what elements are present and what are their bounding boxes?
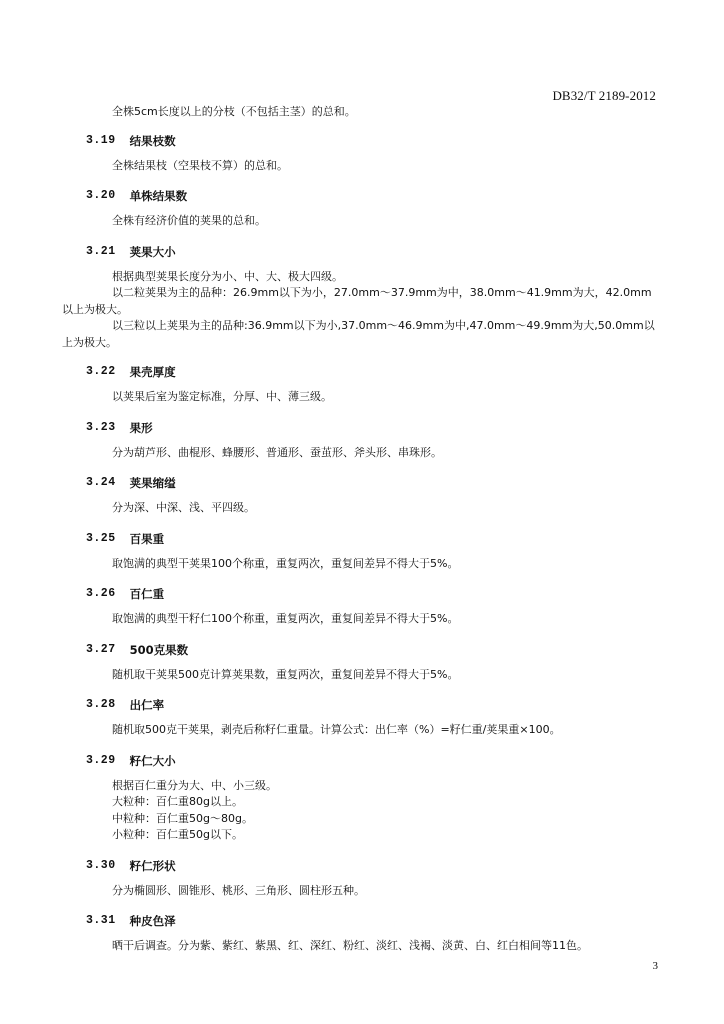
- section-paragraph: 随机取500克干荚果，剥壳后称籽仁重量。计算公式：出仁率（%）=籽仁重/荚果重×100。: [112, 723, 561, 736]
- section-paragraph: 取饱满的典型干籽仁100个称重，重复两次，重复间差异不得大于5%。: [112, 612, 459, 625]
- section-title: 种皮色泽: [129, 914, 176, 928]
- section-paragraph: 以荚果后室为鉴定标准，分厚、中、薄三级。: [112, 390, 332, 403]
- section-title: 荚果缩缢: [129, 476, 176, 490]
- section-paragraph: 分为深、中深、浅、平四级。: [112, 501, 255, 514]
- section-paragraph: 小粒种：百仁重50g以下。: [112, 828, 243, 841]
- section-heading: [62, 475, 658, 491]
- section-3-27: [62, 642, 658, 684]
- section-title: 出仁率: [129, 698, 165, 712]
- section-number: 3.23: [86, 420, 116, 434]
- section-number: 3.31: [86, 914, 116, 927]
- section-number: 3.27: [86, 642, 116, 656]
- section-3-20: [62, 188, 658, 230]
- section-heading: [62, 188, 658, 204]
- section-paragraph: 以三粒以上荚果为主的品种:36.9mm以下为小,37.0mm～46.9mm为中,47.0mm～49.9mm为大,50.0mm以上为极大。: [62, 319, 655, 349]
- page-number: 3: [652, 960, 658, 972]
- section-title: 500克果数: [129, 642, 189, 657]
- section-paragraph: 根据典型荚果长度分为小、中、大、极大四级。: [112, 269, 343, 283]
- section-heading: [62, 642, 658, 658]
- section-3-19: [62, 133, 658, 175]
- section-paragraph: 分为葫芦形、曲棍形、蜂腰形、普通形、蚕茧形、斧头形、串珠形。: [112, 445, 442, 459]
- section-title: 果形: [129, 420, 153, 435]
- section-number: 3.21: [86, 244, 116, 258]
- section-title: 单株结果数: [129, 189, 188, 203]
- section-3-28: [62, 697, 658, 739]
- section-number: 3.25: [86, 531, 116, 545]
- section-3-26: [62, 586, 658, 628]
- section-heading: [62, 531, 658, 547]
- section-heading: [62, 753, 658, 769]
- section-paragraph: 取饱满的典型干荚果100个称重，重复两次，重复间差异不得大于5%。: [112, 556, 459, 570]
- section-title: 结果枝数: [129, 133, 176, 148]
- document-code: DB32/T 2189-2012: [552, 88, 656, 103]
- section-number: 3.22: [86, 365, 116, 378]
- section-3-29: [62, 753, 658, 844]
- section-heading: [62, 586, 658, 602]
- section-title: 籽仁形状: [129, 858, 176, 873]
- section-number: 3.24: [86, 476, 116, 489]
- section-heading: [62, 697, 658, 713]
- section-title: 百果重: [129, 531, 165, 546]
- section-paragraph: 分为椭圆形、圆锥形、桃形、三角形、圆柱形五种。: [112, 883, 365, 897]
- section-number: 3.19: [86, 133, 116, 147]
- section-3-25: [62, 531, 658, 573]
- section-paragraph: 晒干后调查。分为紫、紫红、紫黑、红、深红、粉红、淡红、浅褐、淡黄、白、红白相间等11色。: [112, 939, 588, 952]
- section-paragraph: 全株有经济价值的荚果的总和。: [112, 214, 266, 227]
- section-heading: [62, 133, 658, 149]
- section-3-30: [62, 858, 658, 900]
- section-3-23: [62, 420, 658, 462]
- section-paragraph: 中粒种：百仁重50g～80g。: [112, 811, 253, 825]
- section-title: 籽仁大小: [129, 753, 176, 768]
- section-heading: [62, 364, 658, 380]
- section-heading: [62, 244, 658, 260]
- section-heading: [62, 858, 658, 874]
- section-number: 3.30: [86, 858, 116, 872]
- section-3-24: [62, 475, 658, 517]
- section-heading: [62, 420, 658, 436]
- section-paragraph: 根据百仁重分为大、中、小三级。: [112, 778, 277, 792]
- section-title: 果壳厚度: [129, 365, 176, 379]
- section-heading: [62, 913, 658, 929]
- section-3-22: [62, 364, 658, 406]
- section-paragraph: 全株结果枝（空果枝不算）的总和。: [112, 158, 288, 172]
- document-body: [62, 104, 658, 955]
- section-3-21: [62, 244, 658, 352]
- sections-container: [62, 133, 658, 955]
- section-paragraph: 大粒种：百仁重80g以上。: [112, 795, 243, 808]
- section-3-31: [62, 913, 658, 955]
- intro-paragraph: 全株5cm长度以上的分枝（不包括主茎）的总和。: [112, 105, 356, 118]
- section-number: 3.26: [86, 587, 116, 600]
- section-title: 荚果大小: [129, 244, 176, 259]
- section-number: 3.28: [86, 698, 116, 711]
- section-title: 百仁重: [129, 587, 165, 601]
- section-paragraph: 随机取干荚果500克计算荚果数，重复两次，重复间差异不得大于5%。: [112, 667, 459, 681]
- section-paragraph: 以二粒荚果为主的品种：26.9mm以下为小，27.0mm～37.9mm为中，38.0mm～41.9mm为大，42.0mm以上为极大。: [62, 286, 652, 316]
- section-number: 3.20: [86, 189, 116, 202]
- section-number: 3.29: [86, 753, 116, 767]
